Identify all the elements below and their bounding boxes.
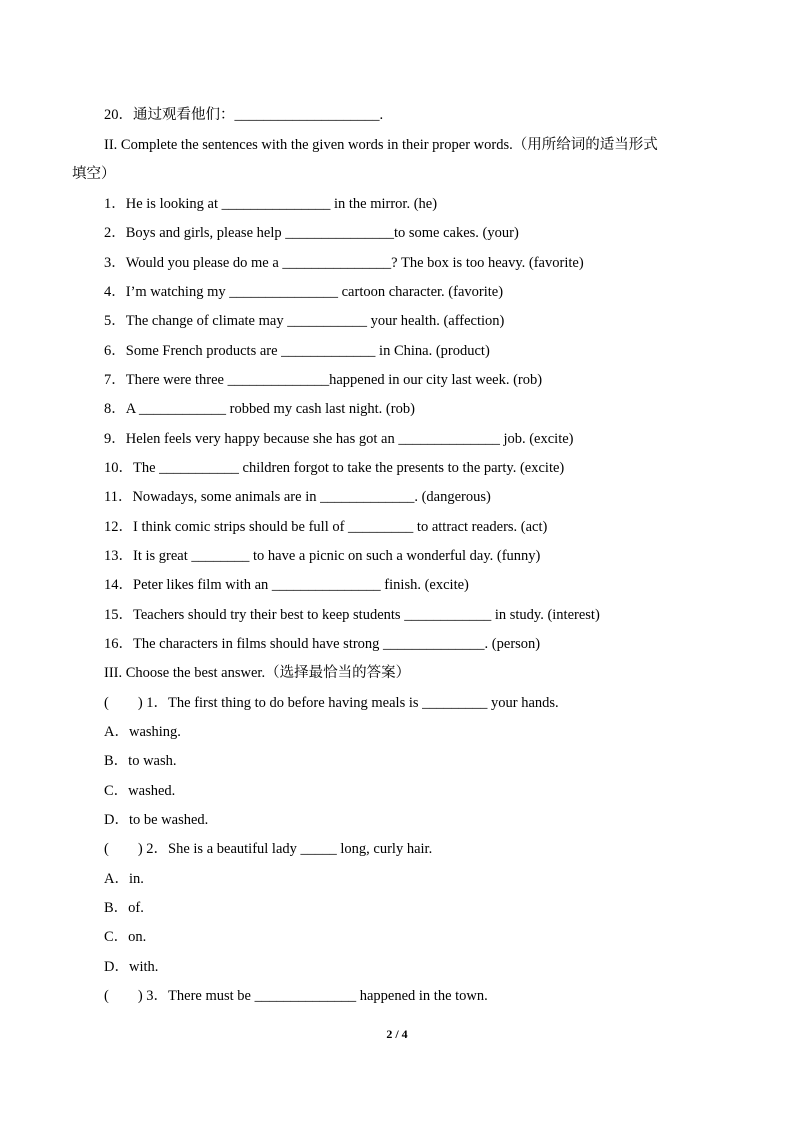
mc-2-option-c: C．on.	[104, 929, 147, 945]
question-5: 5．The change of climate may ___________ your health. (affection)	[104, 313, 505, 329]
question-3: 3．Would you please do me a _______________? The box is too heavy. (favorite)	[104, 255, 584, 271]
section-3-heading: III. Choose the best answer.（选择最恰当的答案）	[104, 665, 411, 681]
question-11: 11．Nowadays, some animals are in _____________. (dangerous)	[104, 489, 491, 505]
question-9: 9．Helen feels very happy because she has got an ______________ job. (excite)	[104, 431, 574, 447]
mc-2-option-b: B．of.	[104, 900, 144, 916]
question-15: 15．Teachers should try their best to keep students ____________ in study. (interest)	[104, 607, 600, 623]
mc-2-option-d: D．with.	[104, 959, 159, 975]
question-6: 6．Some French products are _____________ in China. (product)	[104, 343, 490, 359]
mc-2-option-a: A．in.	[104, 871, 144, 887]
question-1: 1．He is looking at _______________ in the mirror. (he)	[104, 196, 438, 212]
question-2: 2．Boys and girls, please help _______________to some cakes. (your)	[104, 225, 519, 241]
question-7: 7．There were three ______________happened in our city last week. (rob)	[104, 372, 543, 388]
mc-1-option-b: B．to wash.	[104, 753, 177, 769]
mc-1-option-c: C．washed.	[104, 783, 176, 799]
mc-1-option-d: D．to be washed.	[104, 812, 209, 828]
mc-question-3: ( ) 3．There must be ______________ happened in the town.	[104, 988, 488, 1004]
question-8: 8．A ____________ robbed my cash last night. (rob)	[104, 401, 415, 417]
question-4: 4．I’m watching my _______________ cartoon character. (favorite)	[104, 284, 504, 300]
page-number: 2 / 4	[386, 1027, 408, 1041]
mc-question-2: ( ) 2．She is a beautiful lady _____ long, curly hair.	[104, 841, 433, 857]
question-10: 10．The ___________ children forgot to take the presents to the party. (excite)	[104, 460, 565, 476]
item-20-translation: 20．通过观看他们：____________________.	[104, 107, 384, 123]
section-2-heading-cont: 填空）	[72, 166, 116, 182]
mc-question-1: ( ) 1．The first thing to do before having meals is _________ your hands.	[104, 695, 559, 711]
question-16: 16．The characters in films should have strong ______________. (person)	[104, 636, 541, 652]
question-13: 13．It is great ________ to have a picnic on such a wonderful day. (funny)	[104, 548, 541, 564]
question-12: 12．I think comic strips should be full of _________ to attract readers. (act)	[104, 519, 548, 535]
section-2-heading: II. Complete the sentences with the given words in their proper words.（用所给词的适当形式	[104, 137, 658, 153]
question-14: 14．Peter likes film with an _______________ finish. (excite)	[104, 577, 469, 593]
mc-1-option-a: A．washing.	[104, 724, 181, 740]
